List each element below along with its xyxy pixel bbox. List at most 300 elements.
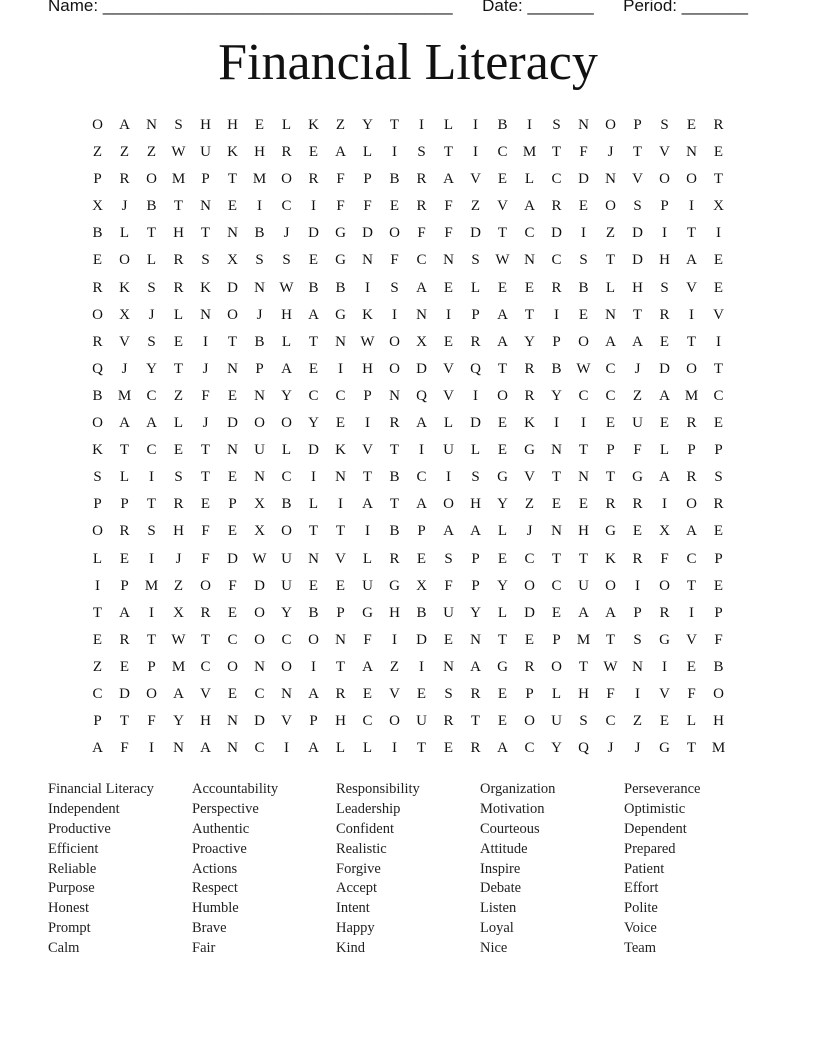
grid-letter[interactable]: I [716, 225, 721, 242]
grid-letter[interactable]: H [632, 279, 643, 296]
grid-letter[interactable]: I [554, 306, 559, 323]
grid-letter[interactable]: F [120, 740, 129, 757]
grid-letter[interactable]: Q [578, 740, 589, 757]
grid-letter[interactable]: M [171, 658, 186, 675]
grid-letter[interactable]: A [200, 740, 211, 757]
grid-letter[interactable]: L [119, 225, 130, 242]
grid-letter[interactable]: P [417, 523, 426, 540]
grid-letter[interactable]: U [443, 442, 454, 459]
grid-letter[interactable]: S [660, 279, 669, 296]
grid-letter[interactable]: N [227, 442, 238, 459]
grid-letter[interactable]: R [659, 306, 670, 323]
grid-letter[interactable]: I [473, 387, 478, 404]
grid-letter[interactable]: E [227, 387, 238, 404]
grid-letter[interactable]: I [338, 496, 343, 513]
grid-letter[interactable]: L [335, 740, 346, 757]
grid-letter[interactable]: L [524, 171, 535, 188]
grid-letter[interactable]: T [200, 469, 211, 486]
grid-letter[interactable]: I [419, 658, 424, 675]
grid-letter[interactable]: I [392, 631, 397, 648]
grid-letter[interactable]: B [713, 658, 724, 675]
grid-letter[interactable]: E [443, 279, 454, 296]
grid-letter[interactable]: R [551, 279, 562, 296]
grid-letter[interactable]: D [119, 685, 130, 702]
grid-letter[interactable]: I [446, 469, 451, 486]
grid-letter[interactable]: B [389, 171, 400, 188]
grid-letter[interactable]: L [173, 415, 184, 432]
grid-letter[interactable]: R [92, 333, 103, 350]
grid-letter[interactable]: I [257, 198, 262, 215]
period-blank[interactable]: _______ [681, 0, 748, 15]
grid-letter[interactable]: H [227, 117, 238, 133]
grid-letter[interactable]: O [92, 523, 103, 540]
grid-letter[interactable]: T [389, 117, 400, 133]
grid-letter[interactable]: V [281, 713, 292, 730]
grid-letter[interactable]: Y [308, 415, 319, 432]
grid-letter[interactable]: P [336, 604, 345, 621]
grid-letter[interactable]: O [686, 360, 697, 377]
grid-letter[interactable]: K [92, 442, 103, 459]
grid-letter[interactable]: C [146, 387, 157, 404]
grid-letter[interactable]: S [471, 469, 480, 486]
grid-letter[interactable]: I [311, 469, 316, 486]
grid-letter[interactable]: J [202, 415, 209, 432]
grid-letter[interactable]: V [443, 387, 454, 404]
grid-letter[interactable]: I [689, 198, 694, 215]
grid-letter[interactable]: J [175, 550, 182, 567]
grid-letter[interactable]: P [120, 577, 129, 594]
grid-letter[interactable]: C [551, 171, 562, 188]
grid-letter[interactable]: G [497, 658, 508, 675]
grid-letter[interactable]: H [578, 685, 589, 702]
grid-letter[interactable]: P [255, 360, 264, 377]
grid-letter[interactable]: I [311, 198, 316, 215]
grid-letter[interactable]: D [470, 415, 481, 432]
grid-letter[interactable]: T [227, 171, 238, 188]
grid-letter[interactable]: R [686, 469, 697, 486]
grid-letter[interactable]: Q [470, 360, 481, 377]
grid-letter[interactable]: B [254, 225, 265, 242]
grid-letter[interactable]: R [389, 550, 400, 567]
grid-letter[interactable]: N [227, 713, 238, 730]
grid-letter[interactable]: C [281, 198, 292, 215]
grid-letter[interactable]: F [579, 144, 588, 161]
grid-letter[interactable]: H [281, 306, 292, 323]
grid-letter[interactable]: E [713, 415, 724, 432]
grid-letter[interactable]: R [713, 496, 724, 513]
grid-letter[interactable]: B [416, 604, 427, 621]
grid-letter[interactable]: T [551, 550, 562, 567]
grid-letter[interactable]: N [524, 252, 535, 269]
grid-letter[interactable]: Q [92, 360, 103, 377]
grid-letter[interactable]: F [444, 225, 453, 242]
grid-letter[interactable]: A [470, 523, 481, 540]
grid-letter[interactable]: S [174, 469, 183, 486]
grid-letter[interactable]: F [606, 685, 615, 702]
grid-letter[interactable]: T [605, 631, 616, 648]
grid-letter[interactable]: T [605, 252, 616, 269]
grid-letter[interactable]: P [471, 306, 480, 323]
grid-letter[interactable]: R [416, 171, 427, 188]
grid-letter[interactable]: Z [173, 577, 184, 594]
grid-letter[interactable]: J [634, 740, 641, 757]
grid-letter[interactable]: A [443, 171, 454, 188]
grid-letter[interactable]: L [605, 279, 616, 296]
grid-letter[interactable]: E [173, 442, 184, 459]
grid-letter[interactable]: L [119, 469, 130, 486]
grid-letter[interactable]: A [308, 306, 319, 323]
grid-letter[interactable]: O [200, 577, 211, 594]
grid-letter[interactable]: T [686, 333, 697, 350]
grid-letter[interactable]: O [524, 713, 535, 730]
grid-letter[interactable]: B [254, 333, 265, 350]
grid-letter[interactable]: N [254, 387, 265, 404]
grid-letter[interactable]: T [497, 360, 508, 377]
grid-letter[interactable]: I [419, 117, 424, 133]
grid-letter[interactable]: J [202, 360, 209, 377]
grid-letter[interactable]: W [576, 360, 591, 377]
grid-letter[interactable]: P [93, 496, 102, 513]
grid-letter[interactable]: S [633, 198, 642, 215]
grid-letter[interactable]: P [471, 577, 480, 594]
grid-letter[interactable]: C [524, 740, 535, 757]
grid-letter[interactable]: T [632, 144, 643, 161]
grid-letter[interactable]: O [146, 685, 157, 702]
grid-letter[interactable]: O [254, 604, 265, 621]
grid-letter[interactable]: B [146, 198, 157, 215]
grid-letter[interactable]: P [120, 496, 129, 513]
grid-letter[interactable]: H [254, 144, 265, 161]
grid-letter[interactable]: H [659, 252, 670, 269]
grid-letter[interactable]: C [524, 225, 535, 242]
grid-letter[interactable]: C [605, 387, 616, 404]
grid-letter[interactable]: U [632, 415, 643, 432]
grid-letter[interactable]: K [308, 117, 319, 133]
grid-letter[interactable]: T [335, 658, 346, 675]
grid-letter[interactable]: T [713, 171, 724, 188]
grid-letter[interactable]: T [470, 713, 481, 730]
grid-letter[interactable]: V [686, 279, 697, 296]
grid-letter[interactable]: D [254, 713, 265, 730]
grid-letter[interactable]: T [146, 496, 157, 513]
grid-letter[interactable]: Y [551, 740, 562, 757]
grid-letter[interactable]: V [200, 685, 211, 702]
grid-letter[interactable]: E [119, 658, 130, 675]
grid-letter[interactable]: L [281, 117, 292, 133]
grid-letter[interactable]: U [551, 713, 562, 730]
grid-letter[interactable]: F [336, 198, 345, 215]
grid-letter[interactable]: R [524, 658, 535, 675]
grid-letter[interactable]: T [551, 144, 562, 161]
grid-letter[interactable]: L [308, 496, 319, 513]
grid-letter[interactable]: E [713, 252, 724, 269]
grid-letter[interactable]: H [713, 713, 724, 730]
grid-letter[interactable]: D [227, 415, 238, 432]
grid-letter[interactable]: G [524, 442, 535, 459]
grid-letter[interactable]: A [686, 252, 697, 269]
grid-letter[interactable]: A [308, 685, 319, 702]
grid-letter[interactable]: Q [416, 387, 427, 404]
grid-letter[interactable]: R [470, 740, 481, 757]
grid-letter[interactable]: F [363, 631, 372, 648]
grid-letter[interactable]: K [119, 279, 130, 296]
grid-letter[interactable]: L [443, 415, 454, 432]
grid-letter[interactable]: R [173, 252, 184, 269]
grid-letter[interactable]: D [227, 279, 238, 296]
grid-letter[interactable]: L [362, 144, 373, 161]
grid-letter[interactable]: A [686, 523, 697, 540]
grid-letter[interactable]: F [444, 198, 453, 215]
grid-letter[interactable]: V [524, 469, 535, 486]
grid-letter[interactable]: I [581, 415, 586, 432]
grid-letter[interactable]: P [714, 442, 723, 459]
grid-letter[interactable]: O [92, 415, 103, 432]
grid-letter[interactable]: H [173, 225, 184, 242]
grid-letter[interactable]: A [92, 740, 103, 757]
grid-letter[interactable]: U [443, 604, 454, 621]
grid-letter[interactable]: Y [281, 604, 292, 621]
grid-letter[interactable]: V [389, 685, 400, 702]
grid-letter[interactable]: M [252, 171, 267, 188]
grid-letter[interactable]: F [201, 523, 210, 540]
grid-letter[interactable]: C [281, 631, 292, 648]
grid-letter[interactable]: C [200, 658, 211, 675]
grid-letter[interactable]: B [92, 225, 103, 242]
grid-letter[interactable]: P [606, 442, 615, 459]
grid-letter[interactable]: T [200, 631, 211, 648]
grid-letter[interactable]: B [389, 469, 400, 486]
grid-letter[interactable]: I [662, 225, 667, 242]
grid-letter[interactable]: V [119, 333, 130, 350]
grid-letter[interactable]: A [524, 198, 535, 215]
grid-letter[interactable]: Z [335, 117, 346, 133]
grid-letter[interactable]: O [443, 496, 454, 513]
grid-letter[interactable]: S [471, 252, 480, 269]
grid-letter[interactable]: M [684, 387, 699, 404]
grid-letter[interactable]: E [659, 415, 670, 432]
grid-letter[interactable]: P [363, 387, 372, 404]
grid-letter[interactable]: E [92, 252, 103, 269]
grid-letter[interactable]: O [281, 523, 292, 540]
grid-letter[interactable]: E [443, 740, 454, 757]
grid-letter[interactable]: S [147, 333, 156, 350]
grid-letter[interactable]: D [254, 577, 265, 594]
grid-letter[interactable]: R [524, 387, 535, 404]
grid-letter[interactable]: O [281, 171, 292, 188]
grid-letter[interactable]: H [578, 523, 589, 540]
grid-letter[interactable]: F [417, 225, 426, 242]
grid-letter[interactable]: V [362, 442, 373, 459]
grid-letter[interactable]: O [605, 577, 616, 594]
grid-letter[interactable]: E [659, 333, 670, 350]
grid-letter[interactable]: C [686, 550, 697, 567]
grid-letter[interactable]: Y [281, 387, 292, 404]
grid-letter[interactable]: K [524, 415, 535, 432]
grid-letter[interactable]: W [279, 279, 294, 296]
grid-letter[interactable]: I [95, 577, 100, 594]
grid-letter[interactable]: E [362, 685, 373, 702]
grid-letter[interactable]: X [227, 252, 238, 269]
grid-letter[interactable]: E [308, 577, 319, 594]
grid-letter[interactable]: L [173, 306, 184, 323]
grid-letter[interactable]: A [443, 523, 454, 540]
grid-letter[interactable]: E [335, 577, 346, 594]
grid-letter[interactable]: V [443, 360, 454, 377]
grid-letter[interactable]: T [497, 225, 508, 242]
grid-letter[interactable]: A [632, 333, 643, 350]
grid-letter[interactable]: C [416, 469, 427, 486]
grid-letter[interactable]: B [497, 117, 508, 133]
grid-letter[interactable]: A [416, 279, 427, 296]
grid-letter[interactable]: R [632, 496, 643, 513]
grid-letter[interactable]: E [497, 550, 508, 567]
grid-letter[interactable]: C [551, 252, 562, 269]
grid-letter[interactable]: S [444, 550, 453, 567]
grid-letter[interactable]: C [713, 387, 724, 404]
grid-letter[interactable]: E [227, 469, 238, 486]
grid-letter[interactable]: H [173, 523, 184, 540]
grid-letter[interactable]: A [497, 306, 508, 323]
grid-letter[interactable]: R [389, 415, 400, 432]
grid-letter[interactable]: E [227, 198, 238, 215]
grid-letter[interactable]: W [603, 658, 618, 675]
grid-letter[interactable]: L [497, 523, 508, 540]
grid-letter[interactable]: G [335, 306, 346, 323]
grid-letter[interactable]: D [578, 171, 589, 188]
grid-letter[interactable]: O [389, 713, 400, 730]
grid-letter[interactable]: I [149, 604, 154, 621]
grid-letter[interactable]: N [308, 550, 319, 567]
grid-letter[interactable]: Z [470, 198, 481, 215]
grid-letter[interactable]: I [635, 685, 640, 702]
grid-letter[interactable]: E [416, 685, 427, 702]
grid-letter[interactable]: F [714, 631, 723, 648]
grid-letter[interactable]: E [200, 496, 211, 513]
grid-letter[interactable]: N [227, 225, 238, 242]
grid-letter[interactable]: P [687, 442, 696, 459]
grid-letter[interactable]: J [256, 306, 263, 323]
grid-letter[interactable]: A [335, 144, 346, 161]
grid-letter[interactable]: E [659, 713, 670, 730]
grid-letter[interactable]: F [660, 550, 669, 567]
grid-letter[interactable]: C [524, 550, 535, 567]
grid-letter[interactable]: T [173, 198, 184, 215]
grid-letter[interactable]: L [497, 604, 508, 621]
grid-letter[interactable]: F [444, 577, 453, 594]
grid-letter[interactable]: I [392, 306, 397, 323]
grid-letter[interactable]: E [335, 415, 346, 432]
grid-letter[interactable]: B [308, 279, 319, 296]
grid-letter[interactable]: D [227, 550, 238, 567]
grid-letter[interactable]: K [362, 306, 373, 323]
grid-letter[interactable]: T [119, 713, 130, 730]
grid-letter[interactable]: D [659, 360, 670, 377]
grid-letter[interactable]: N [551, 442, 562, 459]
grid-letter[interactable]: E [227, 523, 238, 540]
grid-letter[interactable]: L [92, 550, 103, 567]
grid-letter[interactable]: S [552, 117, 561, 133]
grid-letter[interactable]: J [607, 740, 614, 757]
grid-letter[interactable]: I [554, 415, 559, 432]
grid-letter[interactable]: C [254, 740, 265, 757]
grid-letter[interactable]: R [308, 171, 319, 188]
grid-letter[interactable]: O [227, 658, 238, 675]
grid-letter[interactable]: N [254, 279, 265, 296]
grid-letter[interactable]: I [473, 144, 478, 161]
grid-letter[interactable]: C [335, 387, 346, 404]
grid-letter[interactable]: I [581, 225, 586, 242]
grid-letter[interactable]: D [362, 225, 373, 242]
grid-letter[interactable]: R [335, 685, 346, 702]
grid-letter[interactable]: A [308, 740, 319, 757]
grid-letter[interactable]: N [416, 306, 427, 323]
grid-letter[interactable]: V [713, 306, 724, 323]
grid-letter[interactable]: U [416, 713, 427, 730]
grid-letter[interactable]: X [659, 523, 670, 540]
grid-letter[interactable]: E [254, 117, 265, 133]
grid-letter[interactable]: O [92, 117, 103, 133]
grid-letter[interactable]: I [311, 658, 316, 675]
grid-letter[interactable]: E [416, 550, 427, 567]
grid-letter[interactable]: K [335, 442, 346, 459]
grid-letter[interactable]: Z [173, 387, 184, 404]
grid-letter[interactable]: E [578, 306, 589, 323]
grid-letter[interactable]: L [146, 252, 157, 269]
grid-letter[interactable]: A [416, 415, 427, 432]
grid-letter[interactable]: Z [92, 658, 103, 675]
grid-letter[interactable]: I [203, 333, 208, 350]
grid-letter[interactable]: W [360, 333, 375, 350]
grid-letter[interactable]: Y [551, 387, 562, 404]
grid-letter[interactable]: S [660, 117, 669, 133]
grid-letter[interactable]: U [578, 577, 589, 594]
grid-letter[interactable]: V [632, 171, 643, 188]
grid-letter[interactable]: R [686, 415, 697, 432]
grid-letter[interactable]: T [92, 604, 103, 621]
grid-letter[interactable]: R [119, 171, 130, 188]
grid-letter[interactable]: F [363, 198, 372, 215]
grid-letter[interactable]: D [416, 631, 427, 648]
grid-letter[interactable]: E [713, 144, 724, 161]
grid-letter[interactable]: A [605, 333, 616, 350]
grid-letter[interactable]: B [389, 523, 400, 540]
grid-letter[interactable]: E [524, 279, 535, 296]
grid-letter[interactable]: A [362, 658, 373, 675]
grid-letter[interactable]: L [659, 442, 670, 459]
grid-letter[interactable]: L [686, 713, 697, 730]
grid-letter[interactable]: G [659, 631, 670, 648]
grid-letter[interactable]: G [632, 469, 643, 486]
grid-letter[interactable]: A [173, 685, 184, 702]
grid-letter[interactable]: F [228, 577, 237, 594]
grid-letter[interactable]: R [659, 604, 670, 621]
grid-letter[interactable]: M [171, 171, 186, 188]
grid-letter[interactable]: S [390, 279, 399, 296]
grid-letter[interactable]: E [686, 117, 697, 133]
grid-letter[interactable]: E [686, 658, 697, 675]
grid-letter[interactable]: R [470, 333, 481, 350]
grid-letter[interactable]: T [200, 225, 211, 242]
grid-letter[interactable]: K [605, 550, 616, 567]
grid-letter[interactable]: O [254, 415, 265, 432]
grid-letter[interactable]: N [470, 631, 481, 648]
grid-letter[interactable]: I [338, 360, 343, 377]
grid-letter[interactable]: O [119, 252, 130, 269]
grid-letter[interactable]: N [227, 740, 238, 757]
grid-letter[interactable]: B [92, 387, 103, 404]
grid-letter[interactable]: T [335, 523, 346, 540]
grid-letter[interactable]: R [119, 523, 130, 540]
